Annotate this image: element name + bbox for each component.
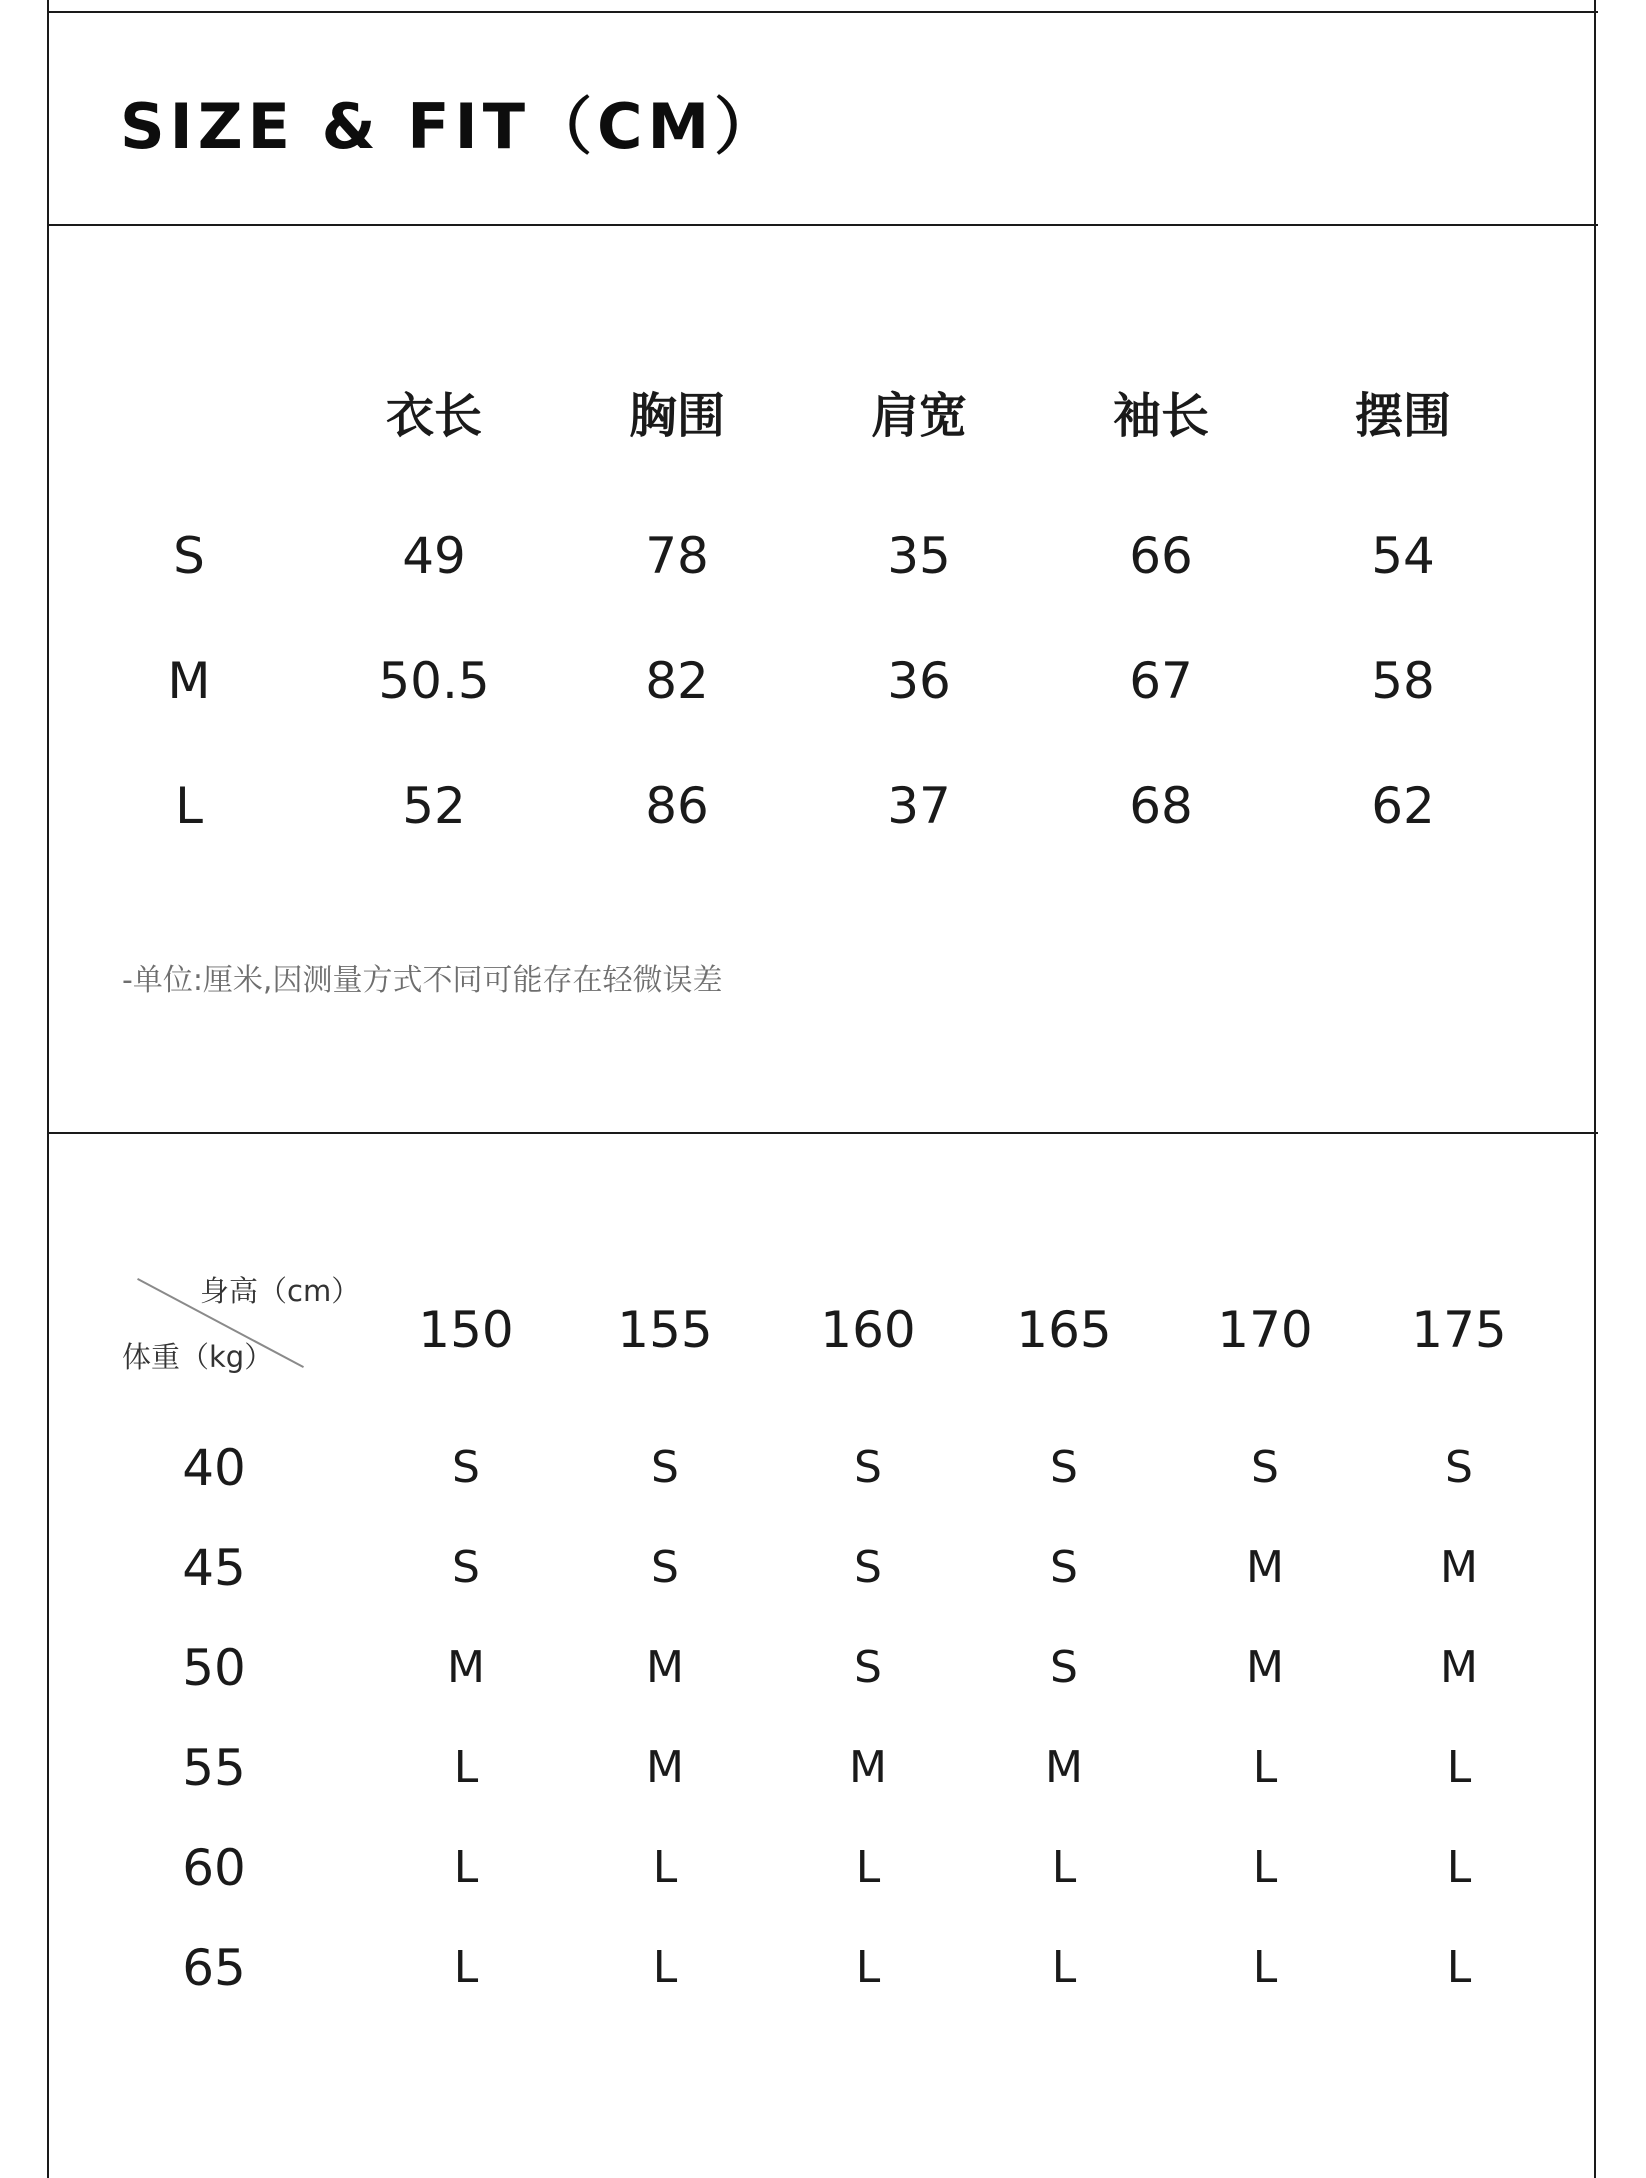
page-title: SIZE & FIT（CM） [120,90,782,163]
height-header: 175 [1411,1301,1507,1359]
recommended-size-cell: S [1050,1542,1078,1593]
height-header: 160 [820,1301,916,1359]
corner-label-weight: 体重（kg） [122,1340,274,1374]
recommended-size-cell: S [452,1542,480,1593]
weight-label: 55 [182,1739,246,1797]
weight-label: 65 [182,1939,246,1997]
recommended-size-cell: L [855,1942,881,1993]
height-header: 170 [1217,1301,1313,1359]
recommended-size-cell: L [652,1942,678,1993]
size-table-header: 袖长 [1112,388,1210,444]
corner-label-height: 身高（cm） [200,1274,361,1308]
weight-label: 40 [182,1439,246,1497]
size-label: L [175,777,203,835]
recommended-size-cell: L [1446,1842,1472,1893]
recommended-size-cell: L [1446,1942,1472,1993]
size-table-cell: 66 [1129,527,1193,585]
recommended-size-cell: M [1246,1642,1284,1693]
size-label: M [167,652,211,710]
recommended-size-cell: L [652,1842,678,1893]
size-table-cell: 49 [402,527,466,585]
size-table-cell: 36 [887,652,951,710]
recommended-size-cell: S [651,1542,679,1593]
weight-label: 45 [182,1539,246,1597]
recommended-size-cell: L [1446,1742,1472,1793]
size-table-header: 摆围 [1354,388,1452,444]
weight-label: 50 [182,1639,246,1697]
size-table-cell: 62 [1371,777,1435,835]
size-table-cell: 86 [645,777,709,835]
recommended-size-cell: L [1252,1942,1278,1993]
height-header: 155 [617,1301,713,1359]
size-table-cell: 78 [645,527,709,585]
size-table-cell: 68 [1129,777,1193,835]
recommended-size-cell: S [452,1442,480,1493]
recommended-size-cell: L [1051,1842,1077,1893]
recommended-size-cell: S [854,1642,882,1693]
size-label: S [173,527,205,585]
recommended-size-cell: M [1440,1542,1478,1593]
recommended-size-cell: M [1045,1742,1083,1793]
weight-label: 60 [182,1839,246,1897]
recommended-size-cell: L [453,1742,479,1793]
recommended-size-cell: L [1252,1842,1278,1893]
recommended-size-cell: M [646,1742,684,1793]
recommended-size-cell: L [1051,1942,1077,1993]
recommended-size-cell: M [1246,1542,1284,1593]
unit-note: -单位:厘米,因测量方式不同可能存在轻微误差 [122,963,723,998]
recommended-size-cell: L [453,1942,479,1993]
recommended-size-cell: M [646,1642,684,1693]
recommended-size-cell: S [651,1442,679,1493]
recommended-size-cell: S [854,1542,882,1593]
recommended-size-cell: L [855,1842,881,1893]
recommended-size-cell: L [453,1842,479,1893]
recommended-size-cell: S [1251,1442,1279,1493]
recommended-size-cell: S [854,1442,882,1493]
page-frame [47,0,1596,2178]
size-table-cell: 35 [887,527,951,585]
size-table-cell: 58 [1371,652,1435,710]
height-header: 150 [418,1301,514,1359]
recommended-size-cell: S [1050,1642,1078,1693]
size-table-cell: 52 [402,777,466,835]
size-table-header: 胸围 [628,388,726,444]
recommended-size-cell: M [849,1742,887,1793]
section-divider [47,1132,1598,1134]
top-divider [47,11,1598,13]
size-table-cell: 37 [887,777,951,835]
size-table-cell: 82 [645,652,709,710]
size-table-cell: 54 [1371,527,1435,585]
recommended-size-cell: M [1440,1642,1478,1693]
recommended-size-cell: M [447,1642,485,1693]
recommended-size-cell: S [1445,1442,1473,1493]
recommended-size-cell: S [1050,1442,1078,1493]
size-table-cell: 67 [1129,652,1193,710]
recommended-size-cell: L [1252,1742,1278,1793]
size-table-header: 肩宽 [870,388,968,444]
title-divider [47,224,1598,226]
size-table-cell: 50.5 [378,652,490,710]
size-table-header: 衣长 [385,388,483,444]
height-header: 165 [1016,1301,1112,1359]
